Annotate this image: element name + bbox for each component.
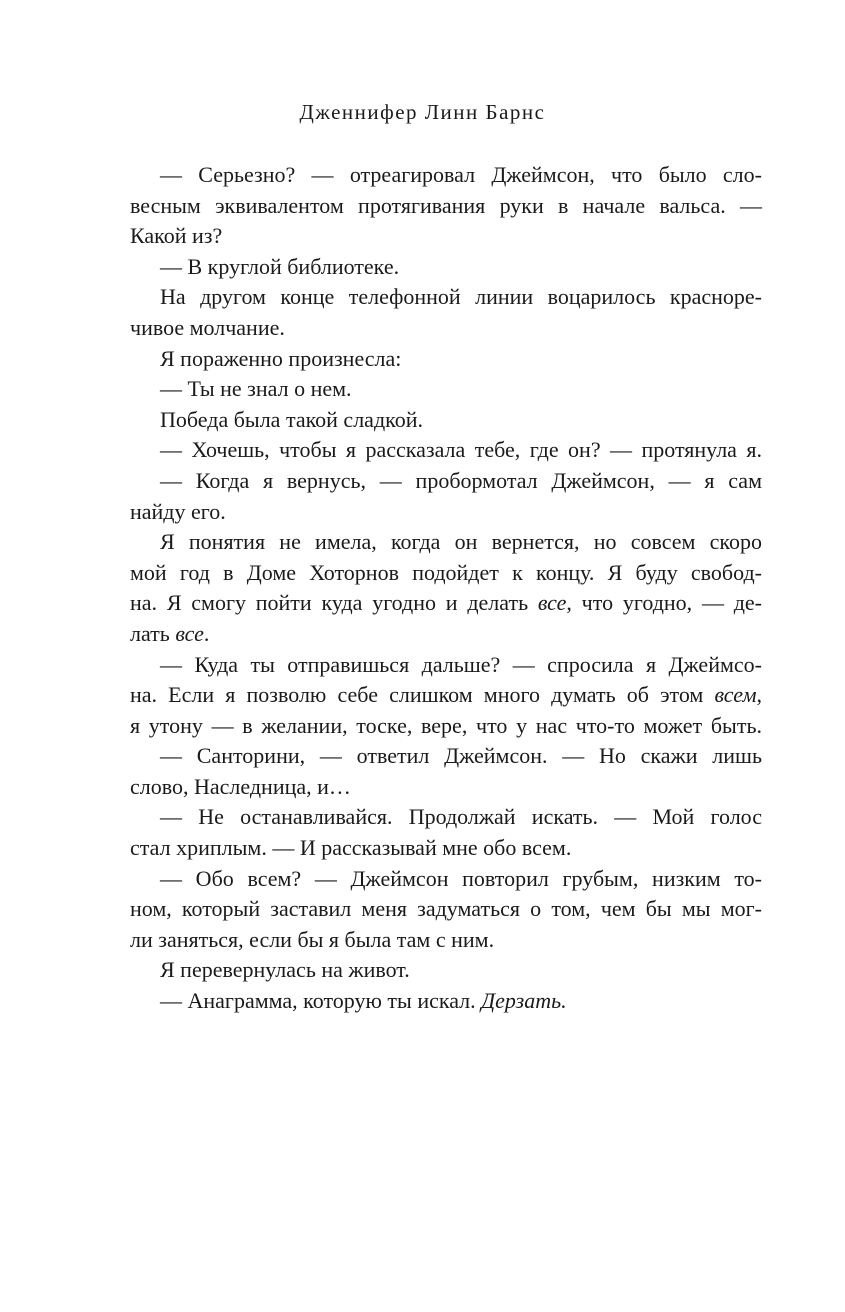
text-line xyxy=(130,833,762,864)
text-segment: — В круглой библиотеке. xyxy=(160,253,400,279)
text-line xyxy=(130,252,762,283)
text-segment: . xyxy=(203,620,210,646)
text-segment: весным эквивалентом протягивания руки в начале вальса. — xyxy=(130,192,762,218)
text-line xyxy=(130,313,762,344)
text-line xyxy=(130,986,762,1017)
text-line xyxy=(130,435,762,466)
text-line xyxy=(130,558,762,589)
text-line xyxy=(130,711,762,742)
text-segment: на. Я смогу пойти куда угодно и делать xyxy=(130,590,538,616)
text-segment: Какой из? xyxy=(130,223,223,249)
text-segment: мой год в Доме Хоторнов подойдет к концу. Я буду свобод- xyxy=(130,559,762,585)
text-segment: лать xyxy=(130,620,176,646)
text-segment: Я пораженно произнесла: xyxy=(160,345,402,371)
text-segment: я утону — в желании, тоске, вере, что у нас что-то может быть. xyxy=(130,712,762,738)
text-line xyxy=(130,955,762,986)
text-segment: Я понятия не имела, когда он вернется, но совсем скоро xyxy=(160,529,762,555)
text-segment: на. Если я позволю себе слишком много думать об этом xyxy=(130,682,715,708)
text-line xyxy=(130,221,762,252)
text-line xyxy=(130,925,762,956)
text-segment: ном, который заставил меня задуматься о том, чем бы мы мог- xyxy=(130,896,762,922)
text-line xyxy=(130,802,762,833)
text-line xyxy=(130,894,762,925)
text-line xyxy=(130,864,762,895)
text-segment: — Обо всем? — Джеймсон повторил грубым, низким то- xyxy=(160,865,762,891)
text-line xyxy=(130,772,762,803)
text-line xyxy=(130,160,762,191)
text-line xyxy=(130,344,762,375)
text-segment: Я перевернулась на живот. xyxy=(160,957,410,983)
text-line xyxy=(130,497,762,528)
text-segment: — Санторини, — ответил Джеймсон. — Но скажи лишь xyxy=(160,743,762,769)
text-line xyxy=(130,527,762,558)
text-segment: — Анаграмма, которую ты искал. xyxy=(160,988,482,1014)
text-line xyxy=(130,619,762,650)
text-line xyxy=(130,405,762,436)
text-segment: — Ты не знал о нем. xyxy=(160,376,352,402)
text-line xyxy=(130,466,762,497)
text-line xyxy=(130,680,762,711)
italic-text: все xyxy=(537,590,567,616)
italic-text: все xyxy=(175,620,204,646)
text-segment: Победа была такой сладкой. xyxy=(160,406,423,432)
text-line xyxy=(130,374,762,405)
text-segment: — Серьезно? — отреагировал Джеймсон, что было сло- xyxy=(160,162,762,187)
text-line xyxy=(130,191,762,222)
text-line xyxy=(130,650,762,681)
text-segment: , xyxy=(756,682,762,708)
text-segment: чивое молчание. xyxy=(130,314,285,340)
text-segment: , что угодно, — де- xyxy=(566,590,763,616)
italic-text: Дерзать. xyxy=(481,988,567,1014)
text-segment: На другом конце телефонной линии воцарилось красноре- xyxy=(160,284,762,310)
body-text xyxy=(130,160,762,1017)
text-segment: — Куда ты отправишься дальше? — спросила я Джеймсо- xyxy=(160,651,762,677)
text-line xyxy=(130,282,762,313)
text-line xyxy=(130,741,762,772)
text-segment: слово, Наследница, и… xyxy=(130,773,351,799)
text-segment: ли заняться, если бы я была там с ним. xyxy=(130,926,495,952)
text-segment: — Хочешь, чтобы я рассказала тебе, где он? — протянула я. xyxy=(160,437,762,463)
italic-text: всем xyxy=(714,682,757,708)
text-segment: — Не останавливайся. Продолжай искать. — Мой голос xyxy=(160,804,762,830)
text-segment: стал хриплым. — И рассказывай мне обо всем. xyxy=(130,835,572,861)
text-segment: найду его. xyxy=(130,498,226,524)
text-line xyxy=(130,588,762,619)
running-header-author: Дженнифер Линн Барнс xyxy=(299,100,546,124)
text-segment: — Когда я вернусь, — пробормотал Джеймсон, — я сам xyxy=(160,467,762,493)
